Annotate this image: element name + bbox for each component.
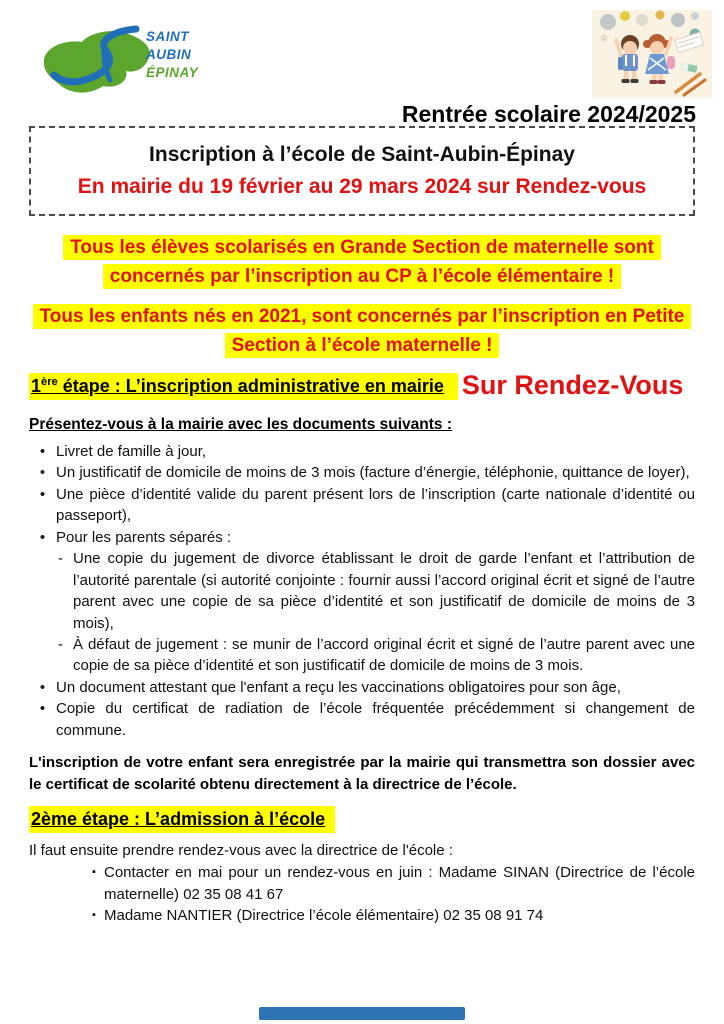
banner-petite-section-text: Tous les enfants nés en 2021, sont concernés par l’inscription en Petite Section à l’école maternelle ! [33, 304, 692, 358]
school-year-title: Rentrée scolaire 2024/2025 [401, 101, 696, 127]
title-box [29, 126, 695, 216]
dash-icon: - [58, 635, 63, 653]
square-bullet-icon: ▪ [92, 866, 96, 879]
list-item: • Un document attestant que l'enfant a reçu les vaccinations obligatoires pour son âge, [29, 677, 695, 698]
logo-line-epinay: ÉPINAY [146, 65, 199, 81]
contact-list [29, 862, 695, 926]
list-item: • Livret de famille à jour, [29, 441, 695, 462]
banner-petite-section [29, 303, 695, 360]
bullet-icon: • [39, 443, 46, 460]
list-item: • Une pièce d’identité valide du parent présent lors de l’inscription (carte nationale d’identité ou passeport), [29, 484, 695, 527]
footer-bar [259, 1007, 465, 1020]
list-item: • Pour les parents séparés : [29, 527, 695, 548]
logo-line-aubin: AUBIN [146, 47, 192, 63]
documents-intro: Présentez-vous à la mairie avec les documents suivants : [29, 416, 452, 433]
inscription-title: Inscription à l’école de Saint-Aubin-Épinay [149, 143, 575, 166]
header-right [402, 10, 712, 128]
dash-icon: - [58, 550, 63, 568]
sub-list-item: - À défaut de jugement : se munir de l’accord original écrit et signé de l’autre parent avec une copie de sa pièce d’identité et son justificatif de domicile de moins de 3 mois. [56, 634, 695, 677]
registration-summary: L'inscription de votre enfant sera enregistrée par la mairie qui transmettra son dossier avec le certificat de scolarité obtenu directement à la directrice de l’école. [29, 754, 695, 794]
square-bullet-icon: ▪ [92, 909, 96, 922]
step1-cta: Sur Rendez-Vous [461, 370, 684, 400]
logo-line-saint: SAINT [146, 29, 189, 44]
step1-heading [29, 370, 695, 401]
list-item: • Un justificatif de domicile de moins de 3 mois (facture d’énergie, téléphonie, quittance de loyer), [29, 462, 695, 483]
sub-list-item: - Une copie du jugement de divorce établissant le droit de garde l’enfant et l’attribution de l’autorité parentale (si autorité conjointe : fournir aussi l’accord original écrit et signé de l’autre parent avec une copie de sa pièce d’identité et son justificatif de domicile de moins de 3 mois), [56, 548, 695, 634]
step2-heading-text: 2ème étape : L’admission à l’école [29, 806, 335, 833]
step1-heading-text: 1ère étape : L’inscription administrative en mairie [29, 373, 458, 400]
bullet-icon: • [39, 528, 46, 546]
contact-item: ▪ Madame NANTIER (Directrice l’école élémentaire) 02 35 08 91 74 [84, 905, 695, 926]
list-item: • Copie du certificat de radiation de l’école fréquentée précédemment si changement de commune. [29, 698, 695, 741]
document-list [29, 441, 695, 741]
bullet-icon: • [39, 485, 46, 503]
contact-item: ▪ Contacter en mai pour un rendez-vous en juin : Madame SINAN (Directrice de l’école maternelle) 02 35 08 41 67 [84, 862, 695, 905]
banner-grande-section [29, 234, 695, 291]
header [0, 0, 724, 127]
step2-heading [29, 809, 695, 830]
town-logo [30, 18, 198, 102]
flyer-body [0, 234, 724, 927]
bullet-icon: • [39, 678, 46, 696]
inscription-dates: En mairie du 19 février au 29 mars 2024 sur Rendez-vous [77, 174, 647, 198]
ordinal-superscript: ère [41, 376, 58, 388]
children-illustration [592, 10, 712, 98]
step2-intro: Il faut ensuite prendre rendez-vous avec la directrice de l'école : [29, 842, 453, 860]
bullet-icon: • [39, 464, 46, 482]
bullet-icon: • [39, 700, 46, 718]
logo-wordmark [146, 28, 198, 83]
banner-grande-section-text: Tous les élèves scolarisés en Grande Section de maternelle sont concernés par l’inscription au CP à l’école élémentaire ! [63, 235, 661, 289]
